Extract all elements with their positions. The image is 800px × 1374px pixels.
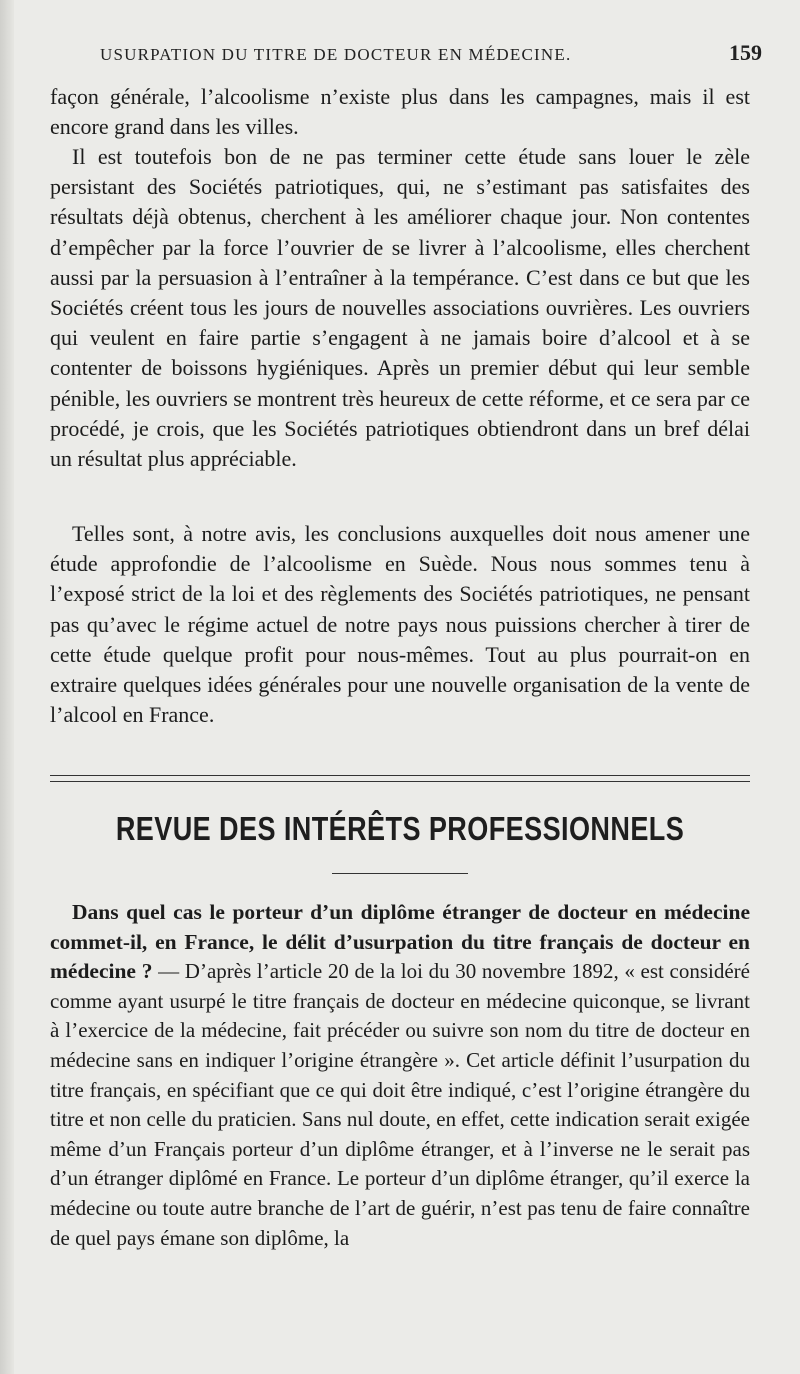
section-title: REVUE DES INTÉRÊTS PROFESSIONNELS bbox=[115, 810, 685, 847]
paragraph-conclusions bbox=[50, 519, 750, 730]
article bbox=[50, 898, 750, 1253]
paragraph-1-text: façon générale, l’alcoolisme n’existe plus dans les campagnes, mais il est encore grand dans les villes. bbox=[50, 84, 750, 140]
paragraph-continued bbox=[50, 82, 750, 142]
paragraph-societies bbox=[50, 142, 750, 474]
paragraph-3-text: Telles sont, à notre avis, les conclusions auxquelles doit nous amener une étude approfondie de l’alcoolisme en Suède. Nous nous sommes tenu à l’exposé strict de la loi et des règlements des Sociétés patriotiques, ne pensant pas qu’avec le régime actuel de notre pays nous puissions chercher à tirer de cette étude quelque profit pour nous-mêmes. Tout au plus pourrait-on en extraire quelques idées générales pour une nouvelle organisation de la vente de l’alcool en France. bbox=[50, 521, 750, 728]
title-underline bbox=[332, 873, 468, 874]
running-title: USURPATION DU TITRE DE DOCTEUR EN MÉDECINE. bbox=[100, 45, 572, 64]
section-divider bbox=[50, 775, 750, 782]
article-text: — D’après l’article 20 de la loi du 30 novembre 1892, « est considéré comme ayant usurpé le titre français de docteur en médecine quiconque, se livrant à l’exercice de la médecine, fait précéder ou suivre son nom du titre de docteur en médecine sans en indiquer l’origine étrangère ». Cet article définit l’usurpation du titre français, en spécifiant que ce qui doit être indiqué, c’est l’origine étrangère du titre et non celle du praticien. Sans nul doute, en effet, cette indication serait exigée même d’un Français porteur d’un diplôme étranger, et à l’inverse ne le serait pas d’un étranger diplômé en France. Le porteur d’un diplôme étranger, qu’il exerce la médecine ou toute autre branche de l’art de guérir, n’est pas tenu de faire connaître de quel pays émane son diplôme, la bbox=[50, 959, 750, 1250]
page-number: 159 bbox=[729, 40, 762, 65]
article-paragraph bbox=[50, 898, 750, 1253]
running-header bbox=[100, 40, 762, 66]
paragraph-2-text: Il est toutefois bon de ne pas terminer cette étude sans louer le zèle persistant des Sociétés patriotiques, qui, ne s’estimant pas satisfaites des résultats déjà obtenus, cherchent à les améliorer chaque jour. Non contentes d’empêcher par la force l’ouvrier de se livrer à l’alcoolisme, elles cherchent aussi par la persuasion à l’entraîner à la tempérance. C’est dans ce but que les Sociétés créent tous les jours de nouvelles associations ouvrières. Les ouvriers qui veulent en faire partie s’engagent à ne jamais boire d’alcool et à se contenter de boissons hygiéniques. Après un premier début qui leur semble pénible, les ouvriers se montrent très heureux de cette réforme, et ce sera par ce procédé, je crois, que les Sociétés patriotiques obtiendront dans un bref délai un résultat plus appréciable. bbox=[50, 144, 751, 472]
page-edge bbox=[0, 0, 14, 1374]
article-heading: Dans quel cas le porteur d’un diplôme étranger de docteur en médecine commet-il, en France, le délit d’usurpation du titre français de docteur en médecine ? bbox=[50, 900, 750, 984]
